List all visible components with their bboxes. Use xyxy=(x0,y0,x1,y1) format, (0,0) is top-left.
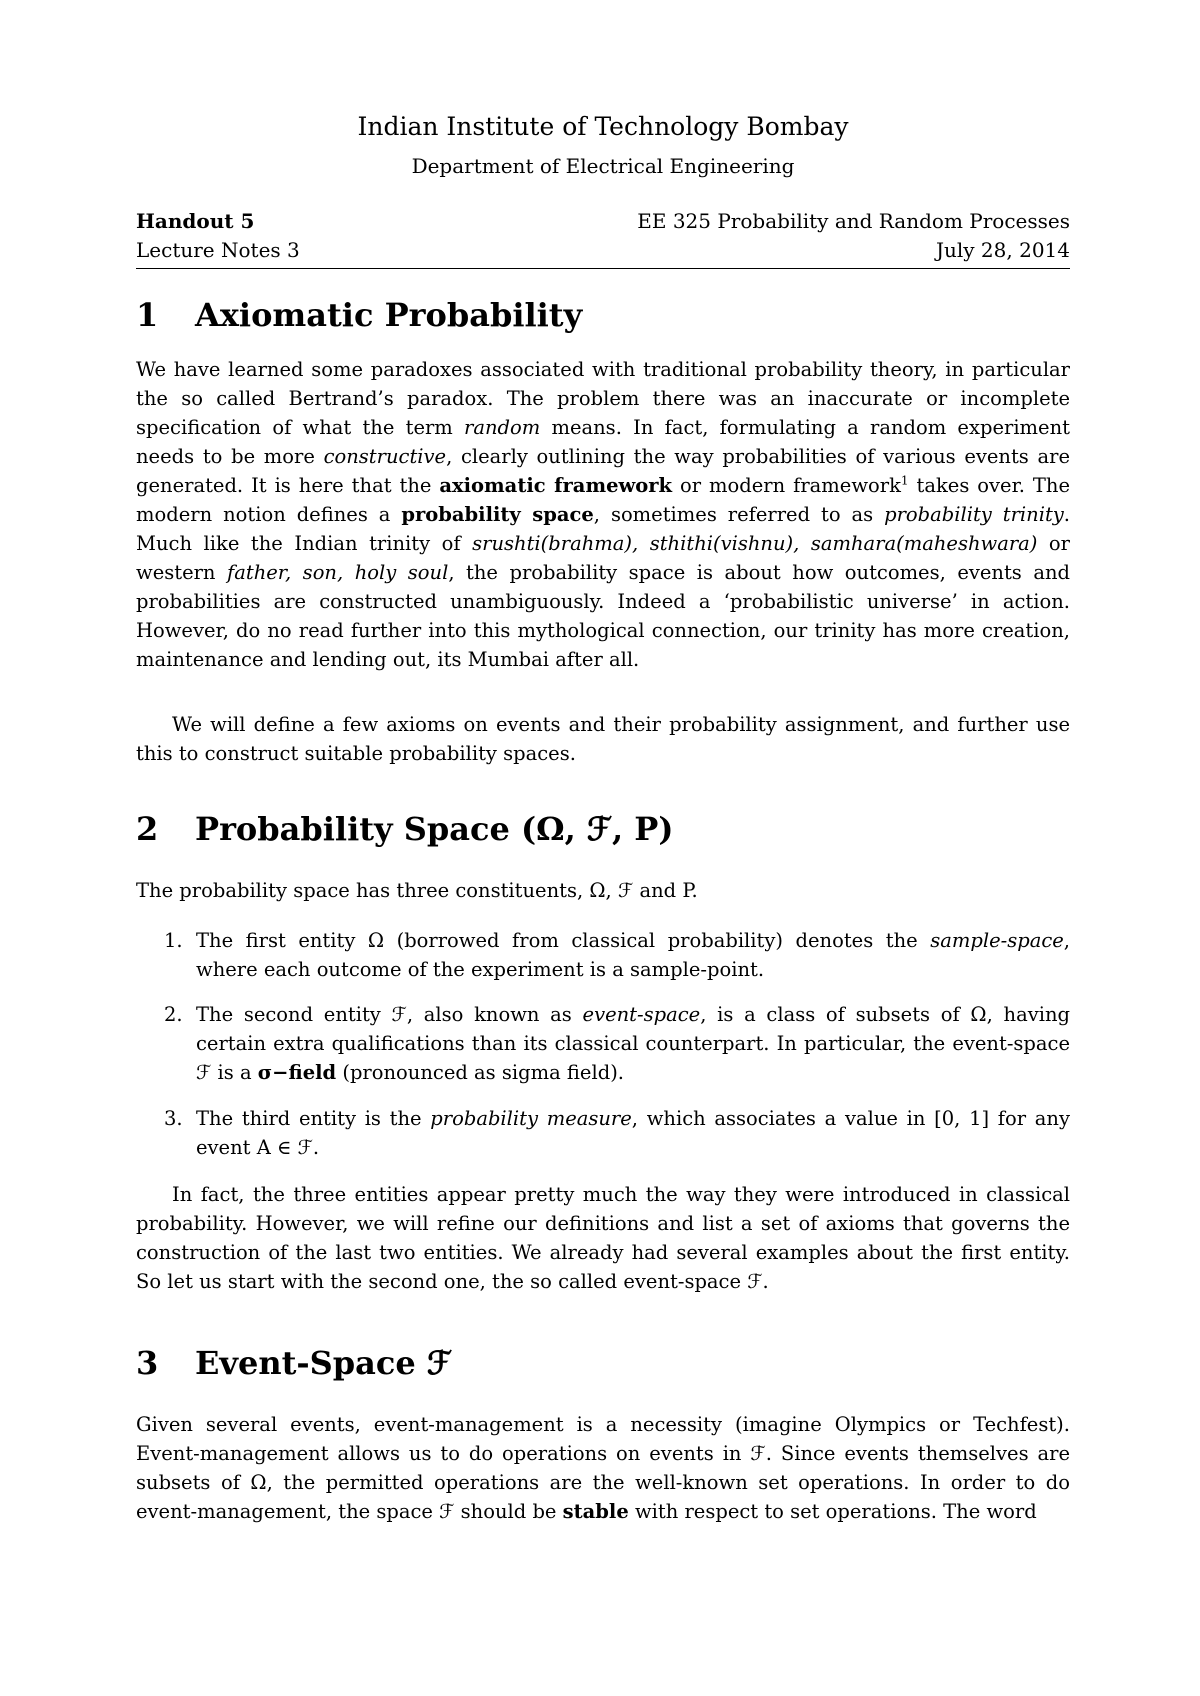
text-run: means. In fact, formulating a random experiment needs to be more xyxy=(136,416,1070,468)
footnote-marker: 1 xyxy=(900,473,909,488)
list-item-number: 3. xyxy=(164,1107,183,1130)
list-item-number: 1. xyxy=(164,929,183,952)
lecture-notes-label: Lecture Notes 3 xyxy=(136,238,300,262)
handout-number: Handout 5 xyxy=(136,209,255,233)
text-run: or modern framework xyxy=(672,474,901,497)
section-3-heading xyxy=(136,1344,452,1382)
bold-probability-space: probability space xyxy=(401,503,594,526)
section-1-paragraph-2: We will define a few axioms on events and their probability assignment, and further use this to construct suitable probability spaces. xyxy=(136,713,1070,765)
emphasis-indian-trinity: srushti(brahma), sthithi(vishnu), samhara(maheshwara) xyxy=(472,532,1038,555)
list-item-number: 2. xyxy=(164,1003,183,1026)
text-run: , where each outcome of the experiment is a sample-point. xyxy=(196,929,1070,981)
emphasis-random: random xyxy=(464,416,541,439)
text-run: , sometimes referred to as xyxy=(593,503,885,526)
text-run: . Much like the Indian trinity of xyxy=(136,503,1070,555)
emphasis-western-trinity: father, son, holy soul xyxy=(227,561,449,584)
list-item-text xyxy=(196,1104,1070,1162)
text-run: Given several events, event-management is a necessity (imagine Olympics or Techfest). Event-management allows us to do operations on events in ℱ. Since events themselves are subsets of Ω, the permitted operations are the well-known set operations. In order to do event-management, the space ℱ should be xyxy=(136,1413,1070,1523)
section-1-paragraph-1 xyxy=(136,355,1070,674)
text-run: with respect to set operations. The word xyxy=(628,1500,1037,1523)
text-run: takes over. The modern notion defines a xyxy=(136,474,1071,526)
text-run: , clearly outlining the way probabilities of various events are generated. It is here that the xyxy=(136,445,1070,497)
emphasis-constructive: constructive xyxy=(323,445,447,468)
bold-axiomatic-framework: axiomatic framework xyxy=(439,474,673,497)
header-row-1 xyxy=(136,209,1070,233)
text-run: The third entity is the xyxy=(196,1107,431,1130)
emphasis-event-space: event-space xyxy=(582,1003,701,1026)
course-title: EE 325 Probability and Random Processes xyxy=(637,209,1070,233)
text-run: , is a class of subsets of Ω, having certain extra qualifications than its classical counterpart. In particular, the event-space ℱ is a xyxy=(196,1003,1070,1084)
text-run: , which associates a value in [0, 1] for any event A ∈ ℱ. xyxy=(196,1107,1070,1159)
handout-date: July 28, 2014 xyxy=(935,238,1070,262)
text-run: The second entity ℱ, also known as xyxy=(196,1003,583,1026)
department-name: Department of Electrical Engineering xyxy=(411,154,795,178)
text-run: , the probability space is about how outcomes, events and probabilities are constructed unambiguously. Indeed a ‘probabilistic universe’ in action. However, do no read further into this mythological connection, our trinity has more creation, maintenance and lending out, its Mumbai after all. xyxy=(136,561,1070,671)
section-number: 2 xyxy=(136,810,159,848)
text-run: The first entity Ω (borrowed from classical probability) denotes the xyxy=(196,929,931,952)
list-item-text xyxy=(196,926,1070,984)
section-2-intro: The probability space has three constituents, Ω, ℱ and P. xyxy=(136,879,698,902)
emphasis-probability-trinity: probability trinity xyxy=(884,503,1064,526)
section-2-heading xyxy=(136,810,673,848)
section-title: Axiomatic Probability xyxy=(195,296,583,334)
text-run: or western xyxy=(136,532,1070,584)
section-title: Probability Space (Ω, ℱ, P) xyxy=(195,810,674,848)
bold-sigma-field: σ−field xyxy=(257,1061,337,1084)
header-divider xyxy=(136,268,1070,269)
text-run: (pronounced as sigma field). xyxy=(336,1061,624,1084)
institute-name: Indian Institute of Technology Bombay xyxy=(357,112,849,141)
bold-stable: stable xyxy=(562,1500,629,1523)
emphasis-sample-space: sample-space xyxy=(930,929,1064,952)
section-number: 3 xyxy=(136,1344,159,1382)
section-number: 1 xyxy=(136,296,159,334)
section-1-heading xyxy=(136,296,582,334)
text-run: We have learned some paradoxes associated with traditional probability theory, in particular the so called Bertrand’s paradox. The problem there was an inaccurate or incomplete specification of what the term xyxy=(136,358,1070,439)
emphasis-probability-measure: probability measure xyxy=(430,1107,632,1130)
header-row-2 xyxy=(136,238,1070,262)
list-item-text xyxy=(196,1000,1070,1087)
section-title: Event-Space ℱ xyxy=(195,1344,453,1382)
section-2-outro: In fact, the three entities appear pretty much the way they were introduced in classical probability. However, we will refine our definitions and list a set of axioms that governs the construction of the last two entities. We already had several examples about the first entity. So let us start with the second one, the so called event-space ℱ. xyxy=(136,1183,1070,1293)
section-3-paragraph-1 xyxy=(136,1410,1070,1526)
